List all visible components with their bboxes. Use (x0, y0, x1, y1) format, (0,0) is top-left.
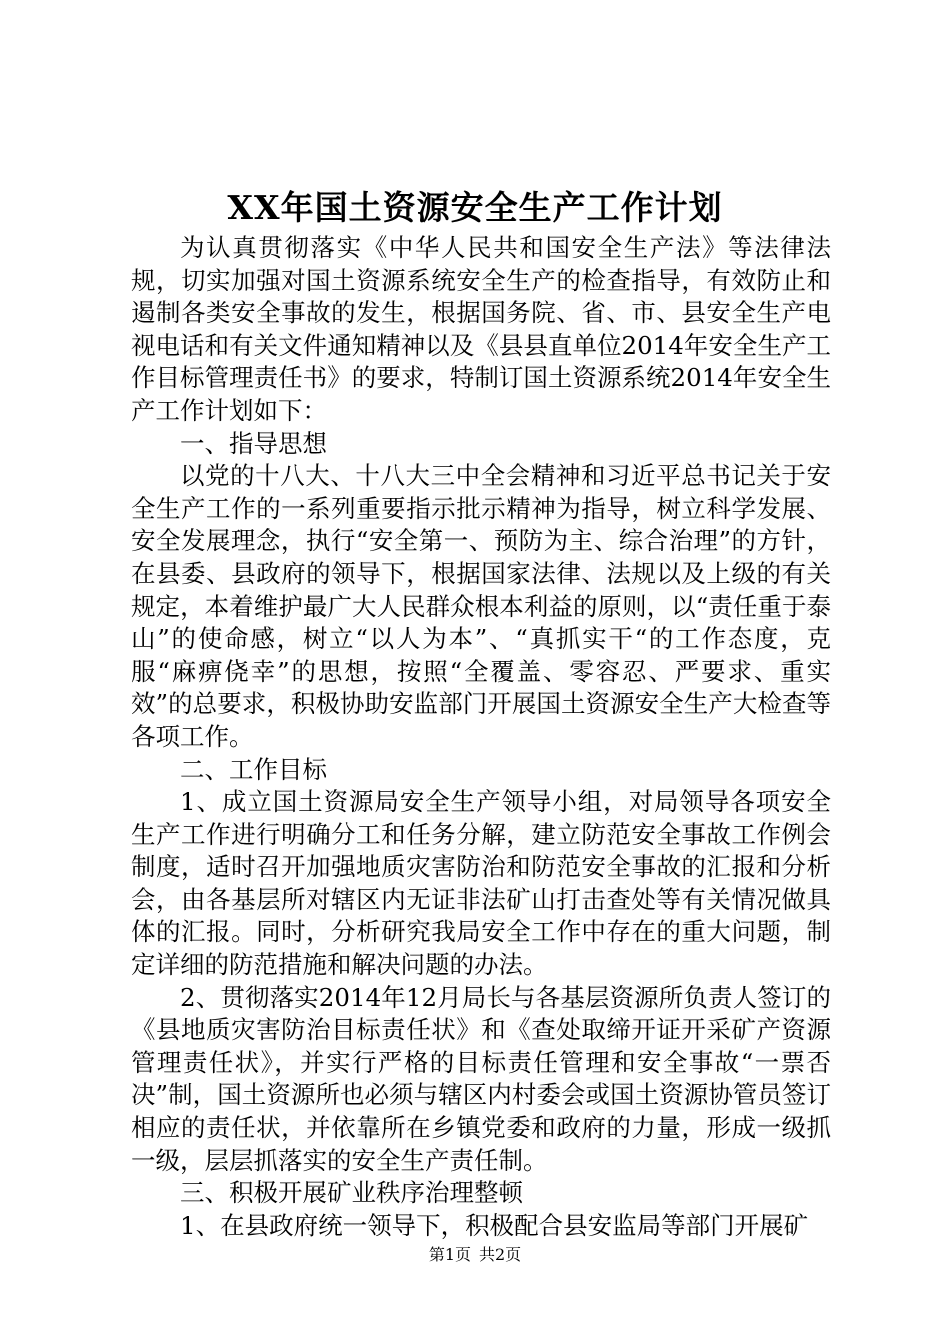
body-paragraph: 以党的十八大、十八大三中全会精神和习近平总书记关于安全生产工作的一系列重要指示批示精神为指导，树立科学发展、安全发展理念，执行“安全第一、预防为主、综合治理”的方针，在县委、县政府的领导下，根据国家法律、法规以及上级的有关规定，本着维护最广大人民群众根本利益的原则，以“责任重于泰山”的使命感，树立“以人为本”、“真抓实干“的工作态度，克服“麻痹侥幸”的思想，按照“全覆盖、零容忍、严要求、重实效”的总要求，积极协助安监部门开展国土资源安全生产大检查等各项工作。 (131, 461, 831, 751)
body-paragraph: 1、在县政府统一领导下，积极配合县安监局等部门开展矿 (180, 1210, 809, 1240)
section-heading: 三、积极开展矿业秩序治理整顿 (180, 1178, 523, 1208)
section-heading: 二、工作目标 (180, 754, 327, 784)
document-title: XX年国土资源安全生产工作计划 (227, 188, 723, 227)
body-paragraph: 1、成立国土资源局安全生产领导小组，对局领导各项安全生产工作进行明确分工和任务分解，建立防范安全事故工作例会制度，适时召开加强地质灾害防治和防范安全事故的汇报和分析会，由各基层所对辖区内无证非法矿山打击查处等有关情况做具体的汇报。同时，分析研究我局安全工作中存在的重大问题，制定详细的防范措施和解决问题的办法。 (131, 787, 831, 980)
section-heading: 一、指导思想 (180, 428, 327, 458)
page-footer (0, 1244, 950, 1266)
intro-paragraph: 为认真贯彻落实《中华人民共和国安全生产法》等法律法规，切实加强对国土资源系统安全生产的检查指导，有效防止和遏制各类安全事故的发生，根据国务院、省、市、县安全生产电视电话和有关文件通知精神以及《县县直单位2014年安全生产工作目标管理责任书》的要求，特制订国土资源系统2014年安全生产工作计划如下： (131, 233, 831, 425)
page-number: 第1页 (428, 1245, 471, 1264)
page-count: 共2页 (479, 1245, 522, 1264)
body-paragraph: 2、贯彻落实2014年12月局长与各基层资源所负责人签订的《县地质灾害防治目标责任状》和《查处取缔开证开采矿产资源管理责任状》，并实行严格的目标责任管理和安全事故“一票否决”制，国土资源所也必须与辖区内村委会或国土资源协管员签订相应的责任状，并依靠所在乡镇党委和政府的力量，形成一级抓一级，层层抓落实的安全生产责任制。 (131, 982, 831, 1175)
document-body (131, 232, 831, 1242)
